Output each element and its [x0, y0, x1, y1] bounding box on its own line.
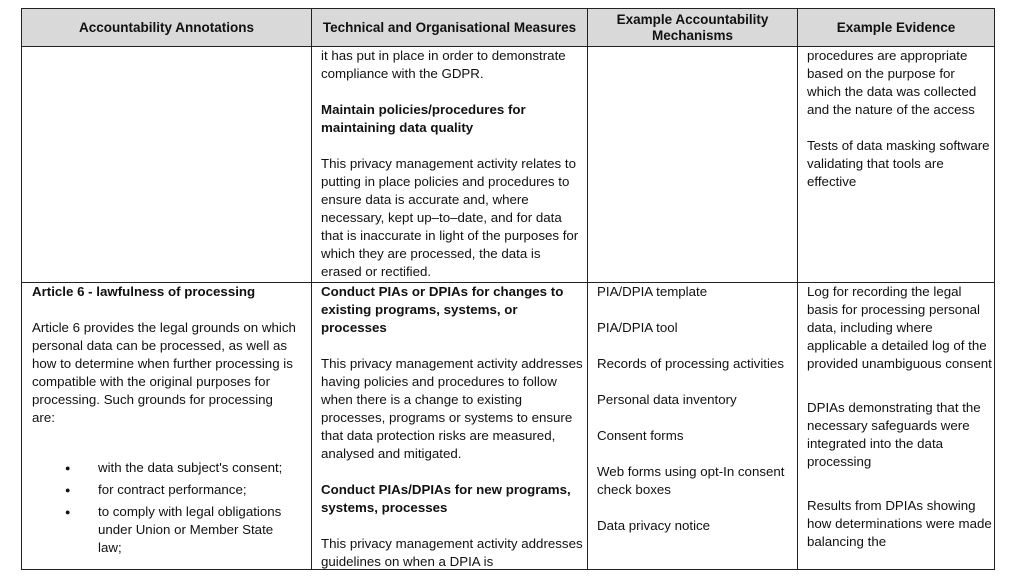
accountability-table: [21, 8, 995, 570]
mechanism-item: Consent forms: [597, 428, 684, 443]
mechanism-item: Data privacy notice: [597, 518, 711, 533]
column-divider: [587, 9, 588, 569]
list-item: ● with the data subject's consent;: [32, 459, 297, 477]
row1-evidence-cell: [807, 47, 992, 191]
row2-measures-body2: This privacy management activity addresses guidelines on when a DPIA is: [321, 536, 583, 569]
row2-measures-cell: [321, 283, 583, 571]
column-divider: [797, 9, 798, 569]
row1-measures-body: This privacy management activity relates to putting in place policies and procedures to ensure data is accurate and, where necessary, kept up–to–date, and for data that is inaccurate in light of the purposes for which they are processed, the data is erased or rectified.: [321, 156, 579, 279]
mechanism-item: Personal data inventory: [597, 392, 737, 407]
header-accountability-mechanisms: Example Accountability Mechanisms: [616, 11, 769, 43]
row2-evidence-p3: Results from DPIAs showing how determinations were made balancing the: [807, 498, 992, 549]
row1-measures-heading: Maintain policies/procedures for maintaining data quality: [321, 102, 526, 135]
mechanism-item: Web forms using opt-In consent check boxes: [597, 464, 785, 497]
grounds-list: [32, 459, 297, 557]
header-technical-measures: Technical and Organisational Measures: [322, 19, 577, 35]
row2-evidence-p2: DPIAs demonstrating that the necessary safeguards were integrated into the data processing: [807, 400, 981, 469]
row2-measures-heading2: Conduct PIAs/DPIAs for new programs, systems, processes: [321, 482, 571, 515]
row1-evidence-p2: Tests of data masking software validating that tools are effective: [807, 138, 990, 189]
column-divider: [311, 9, 312, 569]
list-item: ● to comply with legal obligations under Union or Member State law;: [32, 503, 297, 557]
article6-body: Article 6 provides the legal grounds on which personal data can be processed, as well as how to determine when further processing is compatible with the original purposes for processing. Such grounds for processing are:: [32, 320, 296, 425]
mechanism-item: Records of processing activities: [597, 356, 784, 371]
row2-mechanisms-cell: [597, 283, 793, 535]
mechanism-item: PIA/DPIA tool: [597, 320, 678, 335]
row2-measures-body1: This privacy management activity addresses having policies and procedures to follow when there is a change to existing processes, programs or systems to ensure that data protection risks are measured, analysed and mitigated.: [321, 356, 583, 461]
header-example-evidence: Example Evidence: [836, 19, 956, 35]
row2-evidence-p1: Log for recording the legal basis for processing personal data, including where applicable a detailed log of the provided unambiguous consent: [807, 284, 992, 371]
row1-measures-cell: [321, 47, 583, 281]
row2-measures-heading1: Conduct PIAs or DPIAs for changes to existing programs, systems, or processes: [321, 284, 564, 335]
article6-title: Article 6 - lawfulness of processing: [32, 284, 256, 299]
row2-annotation-cell: [32, 283, 297, 561]
row1-evidence-p1: procedures are appropriate based on the purpose for which the data was collected and the nature of the access: [807, 48, 977, 117]
header-accountability-annotations: Accountability Annotations: [79, 19, 254, 35]
list-item: ● for contract performance;: [32, 481, 297, 499]
row2-evidence-cell: [807, 283, 992, 551]
row1-measures-intro: it has put in place in order to demonstrate compliance with the GDPR.: [321, 48, 566, 81]
mechanism-item: PIA/DPIA template: [597, 284, 708, 299]
